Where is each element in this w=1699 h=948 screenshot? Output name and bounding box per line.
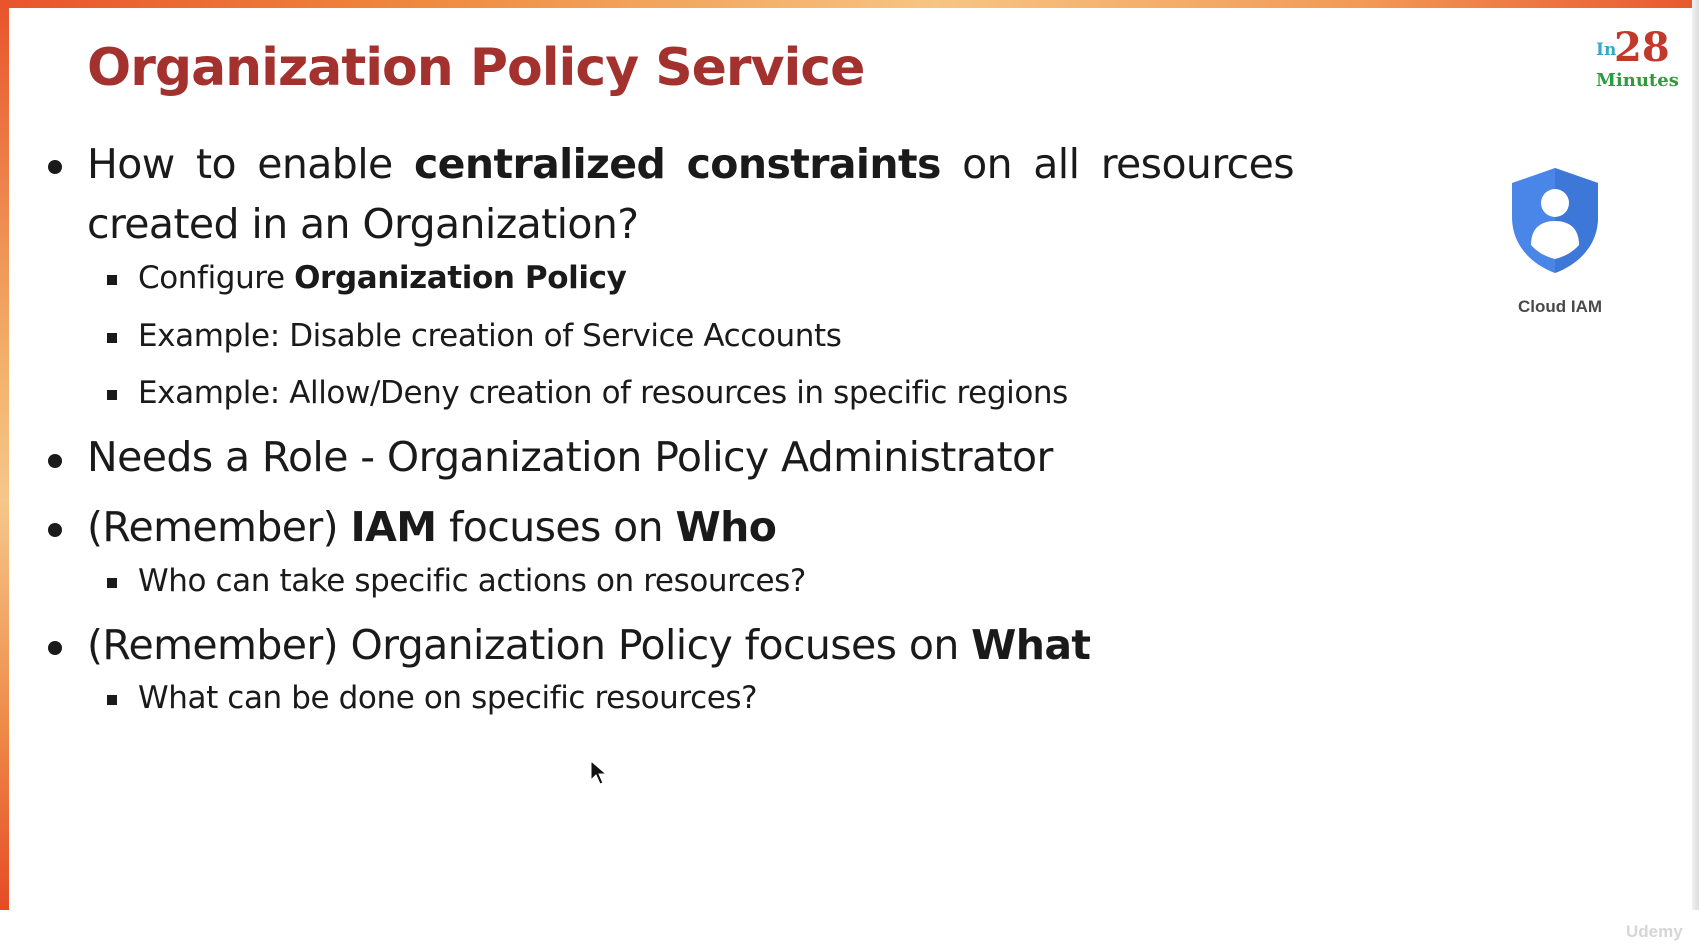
bullet-dot [48,641,62,655]
mouse-cursor-icon [590,760,608,786]
bullet-dot [48,160,62,174]
bullet-1-word: to [195,140,236,188]
bullet-3-bold-who: Who [675,503,777,551]
sub-bullet-square [107,578,117,588]
sub-bullet-who-can: Who can take specific actions on resources? [138,563,806,599]
udemy-watermark: Udemy [1626,922,1683,941]
bullet-1-line-2: created in an Organization? [87,200,639,248]
slide-title: Organization Policy Service [87,38,865,98]
bullet-1-word: all [1033,140,1080,188]
bullet-3-prefix: (Remember) [87,503,351,551]
bullet-4-bold-what: What [971,621,1091,669]
bullet-1-word: constraints [686,140,941,188]
bullet-4-org-policy-what [87,621,1090,669]
bullet-3-bold-iam: IAM [350,503,437,551]
sub-bullet-text: Configure [138,260,295,296]
logo-suffix: Minutes [1596,70,1679,91]
cloud-iam-label: Cloud IAM [1517,297,1603,316]
sub-bullet-square [107,390,117,400]
logo-number: 28 [1614,24,1670,71]
bullet-1-word: resources [1100,140,1294,188]
bullet-1-word: enable [257,140,393,188]
sub-bullet-example-service-accounts: Example: Disable creation of Service Accounts [138,318,842,354]
sub-bullet-what-can: What can be done on specific resources? [138,680,758,716]
sub-bullet-square [107,333,117,343]
bullet-1-word: centralized [413,140,666,188]
bullet-1-word: How [87,140,175,188]
logo-prefix: In [1596,40,1617,60]
sub-bullet-square [107,275,117,285]
bullet-3-iam-who [87,503,776,551]
bottom-strip [0,910,1699,948]
sub-bullet-square [107,695,117,705]
bullet-3-middle: focuses on [436,503,676,551]
bullet-4-prefix: (Remember) Organization Policy focuses on [87,621,972,669]
bullet-dot [48,454,62,468]
bullet-2-needs-role: Needs a Role - Organization Policy Administrator [87,433,1053,481]
bullet-dot [48,523,62,537]
bullet-1-line-1 [87,140,1294,188]
sub-bullet-example-regions: Example: Allow/Deny creation of resources in specific regions [138,375,1068,411]
sub-bullet-configure-org-policy [138,260,626,296]
bullet-1-word: on [962,140,1012,188]
sub-bullet-bold-text: Organization Policy [294,260,627,296]
